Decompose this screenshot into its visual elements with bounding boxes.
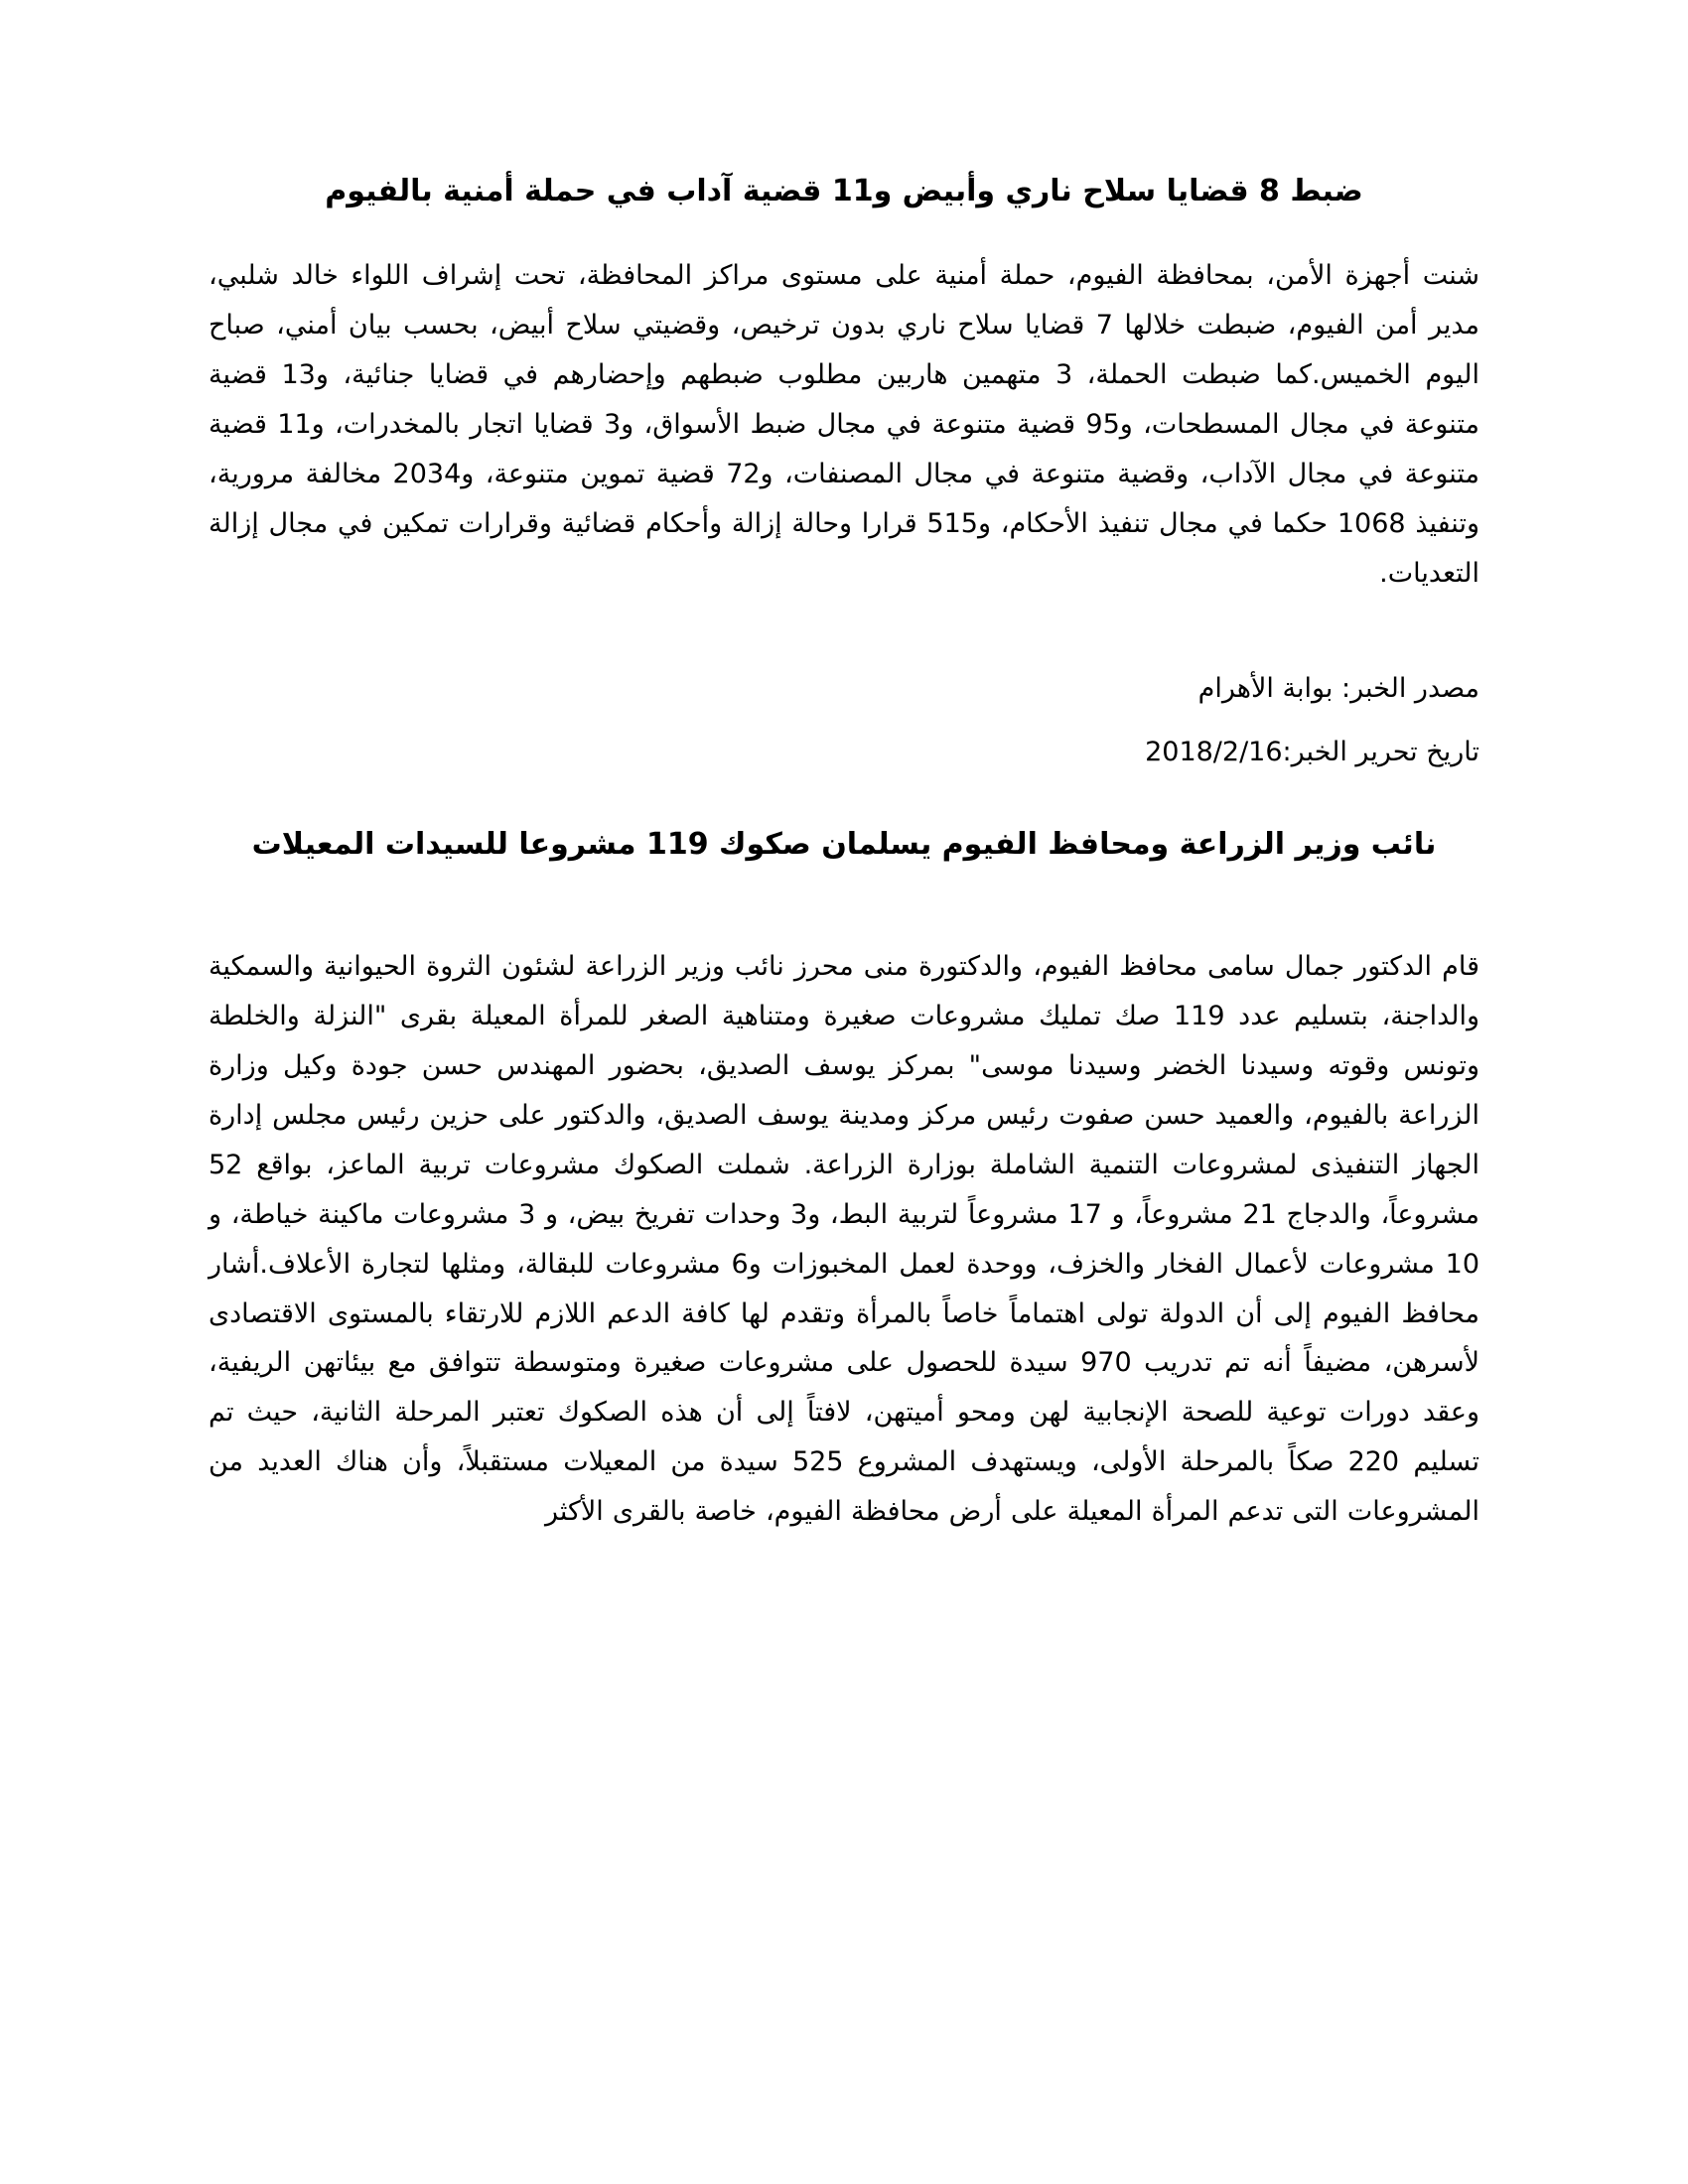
article-one-body: شنت أجهزة الأمن، بمحافظة الفيوم، حملة أمنية على مستوى مراكز المحافظة، تحت إشراف اللواء خالد شلبي، مدير أمن الفيوم، ضبطت خلالها 7 قضايا سلاح ناري بدون ترخيص، وقضيتي سلاح أبيض، بحسب بيان أمني، صباح اليوم الخميس.كما ضبطت الحملة، 3 متهمين هاربين مطلوب ضبطهم وإحضارهم في قضايا جنائية، و13 قضية متنوعة في مجال المسطحات، و95 قضية متنوعة في مجال ضبط الأسواق، و3 قضايا اتجار بالمخدرات، و11 قضية متنوعة في مجال الآداب، وقضية متنوعة في مجال المصنفات، و72 قضية تموين متنوعة، و2034 مخالفة مرورية، وتنفيذ 1068 حكما في مجال تنفيذ الأحكام، و515 قرارا وحالة إزالة وأحكام قضائية وقرارات تمكين في مجال إزالة التعديات.	[209, 260, 1480, 589]
article-two-title: نائب وزير الزراعة ومحافظ الفيوم يسلمان صكوك 119 مشروعا للسيدات المعيلات	[251, 827, 1437, 863]
spacer	[209, 879, 1479, 942]
article-one-date: تاريخ تحرير الخبر:2018/2/16	[1145, 736, 1479, 767]
spacer	[209, 624, 1479, 664]
article-two-body: قام الدكتور جمال سامى محافظ الفيوم، والدكتورة منى محرز نائب وزير الزراعة لشئون الثروة الحيوانية والسمكية والداجنة، بتسليم عدد 119 صك تمليك مشروعات صغيرة ومتناهية الصغر للمرأة المعيلة بقرى "النزلة والخلطة وتونس وقوته وسيدنا الخضر وسيدنا موسى" بمركز يوسف الصديق، بحضور المهندس حسن جودة وكيل وزارة الزراعة بالفيوم، والعميد حسن صفوت رئيس مركز ومدينة يوسف الصديق، والدكتور على حزين رئيس مجلس إدارة الجهاز التنفيذى لمشروعات التنمية الشاملة بوزارة الزراعة. شملت الصكوك مشروعات تربية الماعز، بواقع 52 مشروعاً، والدجاج 21 مشروعاً، و 17 مشروعاً لتربية البط، و3 وحدات تفريخ بيض، و 3 مشروعات ماكينة خياطة، و 10 مشروعات لأعمال الفخار والخزف، ووحدة لعمل المخبوزات و6 مشروعات للبقالة، ومثلها لتجارة الأعلاف.أشار محافظ الفيوم إلى أن الدولة تولى اهتماماً خاصاً بالمرأة وتقدم لها كافة الدعم اللازم للارتقاء بالمستوى الاقتصادى لأسرهن، مضيفاً أنه تم تدريب 970 سيدة للحصول على مشروعات صغيرة ومتوسطة تتوافق مع بيئاتهن الريفية، وعقد دورات توعية للصحة الإنجابية لهن ومحو أميتهن، لافتاً إلى أن هذه الصكوك تعتبر المرحلة الثانية، حيث تم تسليم 220 صكاً بالمرحلة الأولى، ويستهدف المشروع 525 سيدة من المعيلات مستقبلاً، وأن هناك العديد من المشروعات التى تدعم المرأة المعيلة على أرض محافظة الفيوم، خاصة بالقرى الأكثر	[209, 950, 1480, 1528]
article-one-title: ضبط 8 قضايا سلاح ناري وأبيض و11 قضية آداب في حملة أمنية بالفيوم	[325, 174, 1363, 208]
article-one-source: مصدر الخبر: بوابة الأهرام	[1197, 672, 1479, 704]
